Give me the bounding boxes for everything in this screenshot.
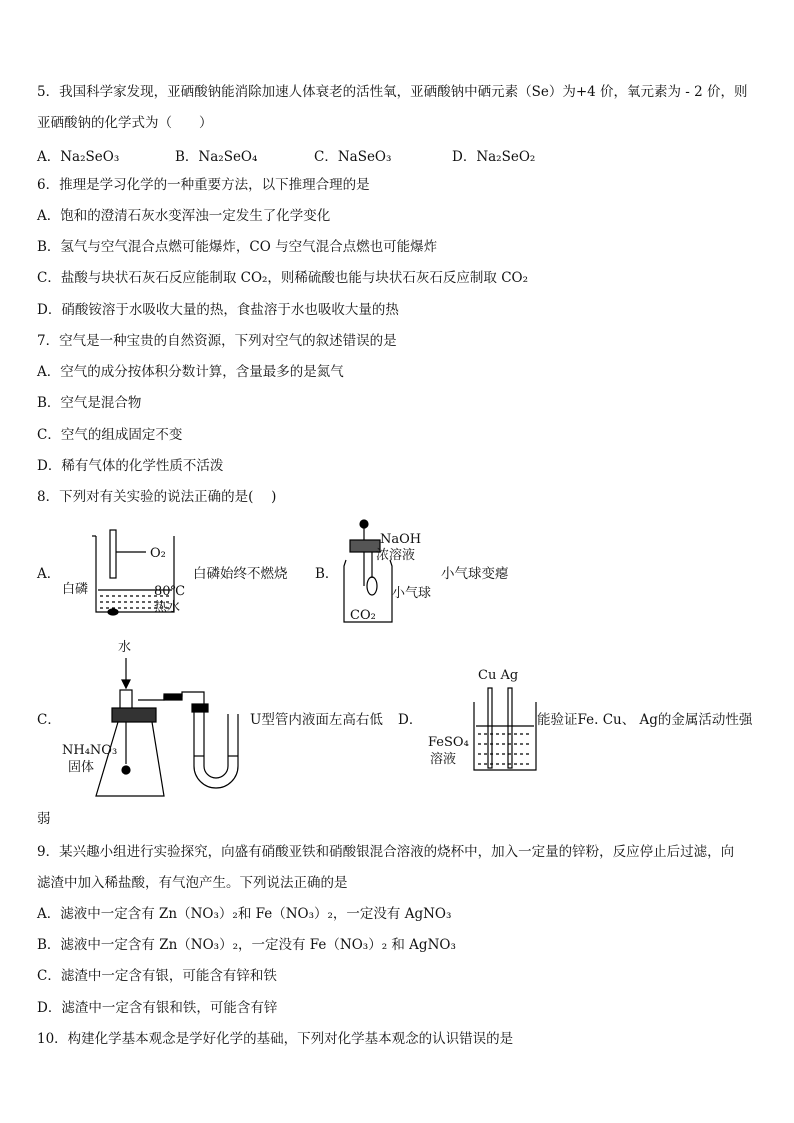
q8-b-letter: B． — [315, 566, 339, 582]
q8-b-description: 小气球变瘪 — [441, 566, 509, 582]
q8-b-dropper-bulb — [360, 520, 368, 528]
q8-a-temp-label: 80℃ — [154, 584, 186, 599]
q6-option-c: C．盐酸与块状石灰石反应能制取 CO₂，则稀硫酸也能与块状石灰石反应制取 CO₂ — [37, 270, 529, 286]
q8-c-nh4no3-label: NH₄NO₃ — [62, 743, 118, 758]
q5-option-d: D．Na₂SeO₂ — [452, 149, 536, 165]
q8-b-co2-label: CO₂ — [350, 608, 376, 623]
q8-a-description: 白磷始终不燃烧 — [193, 566, 288, 582]
q9-stem-line2: 滤渣中加入稀盐酸，有气泡产生。下列说法正确的是 — [37, 875, 348, 891]
q9-option-c: C．滤渣中一定含有银，可能含有锌和铁 — [37, 968, 277, 984]
q8-c-stopper — [112, 708, 156, 722]
q8-b-balloon — [367, 577, 377, 595]
q9-option-b: B．滤液中一定含有 Zn（NO₃）₂，一定没有 Fe（NO₃）₂ 和 AgNO₃ — [37, 937, 456, 953]
q8-d-beaker-diagram — [470, 684, 540, 774]
q9-option-a: A．滤液中一定含有 Zn（NO₃）₂和 Fe（NO₃）₂，一定没有 AgNO₃ — [37, 906, 452, 922]
q6-option-d: D．硝酸铵溶于水吸收大量的热，食盐溶于水也吸收大量的热 — [37, 302, 399, 318]
q8-c-flask-body — [96, 722, 164, 796]
q7-option-a: A．空气的成分按体积分数计算，含量最多的是氮气 — [37, 364, 344, 380]
q8-a-o2-label: O₂ — [150, 546, 166, 561]
q7-stem: 7．空气是一种宝贵的自然资源，下列对空气的叙述错误的是 — [37, 333, 397, 349]
q5-option-c: C．NaSeO₃ — [314, 149, 392, 165]
q8-c-water-label: 水 — [118, 640, 132, 655]
q5-option-b: B．Na₂SeO₄ — [175, 149, 258, 165]
q7-option-b: B．空气是混合物 — [37, 395, 142, 411]
q8-c-u-tube — [194, 708, 238, 788]
q8-d-cu-strip — [488, 688, 492, 768]
q8-a-letter: A． — [37, 566, 61, 582]
q10-stem: 10．构建化学基本观念是学好化学的基础，下列对化学基本观念的认识错误的是 — [37, 1031, 514, 1047]
q6-option-b: B．氢气与空气混合点燃可能爆炸，CO 与空气混合点燃也可能爆炸 — [37, 239, 438, 255]
q8-stem: 8．下列对有关实验的说法正确的是( ) — [37, 489, 277, 505]
q8-a-water-label: 热水 — [154, 600, 181, 615]
q8-c-solid-label: 固体 — [68, 760, 95, 775]
q8-d-solution-label: 溶液 — [430, 752, 457, 767]
q8-a-phosphorus — [108, 609, 118, 615]
q8-b-conc-label: 浓溶液 — [376, 548, 416, 563]
q8-b-balloon-label: 小气球 — [392, 586, 432, 601]
q8-d-feso4-label: FeSO₄ — [428, 735, 469, 750]
q8-d-letter: D． — [398, 712, 423, 728]
q5-options — [37, 145, 597, 165]
q5-stem-line1: 5．我国科学家发现，亚硒酸钠能消除加速人体衰老的活性氧，亚硒酸钠中硒元素（Se）为+4 价，氧元素为 - 2 价，则 — [37, 84, 748, 100]
q8-c-letter: C． — [37, 712, 61, 728]
q8-d-beaker-body — [474, 702, 536, 770]
q9-stem-line1: 9．某兴趣小组进行实验探究，向盛有硝酸亚铁和硝酸银混合溶液的烧杯中，加入一定量的锌粉，反应停止后过滤，向 — [37, 844, 735, 860]
q8-d-ag-strip — [508, 688, 512, 768]
q8-a-gas-tube — [110, 530, 116, 578]
q8-b-naoh-label: NaOH — [380, 532, 422, 547]
q8-c-solid — [122, 766, 130, 774]
q5-option-a: A．Na₂SeO₃ — [37, 149, 120, 165]
q7-option-d: D．稀有气体的化学性质不活泼 — [37, 458, 224, 474]
q8-d-metals-label: Cu Ag — [478, 668, 519, 683]
q6-stem: 6．推理是学习化学的一种重要方法，以下推理合理的是 — [37, 177, 370, 193]
q9-option-d: D．滤渣中一定含有银和铁，可能含有锌 — [37, 1000, 278, 1016]
q8-a-phosphorus-label: 白磷 — [62, 582, 89, 597]
q5-stem-line2: 亚硒酸钠的化学式为（ ） — [37, 115, 213, 131]
q7-option-c: C．空气的组成固定不变 — [37, 427, 183, 443]
q8-c-flask-utube-diagram — [94, 656, 254, 806]
q8-d-description-cont: 弱 — [37, 811, 51, 827]
q6-option-a: A．饱和的澄清石灰水变浑浊一定发生了化学变化 — [37, 208, 331, 224]
q8-d-description: 能验证Fe. Cu、 Ag的金属活动性强 — [537, 712, 753, 728]
q8-c-description: U型管内液面左高右低 — [250, 712, 383, 728]
